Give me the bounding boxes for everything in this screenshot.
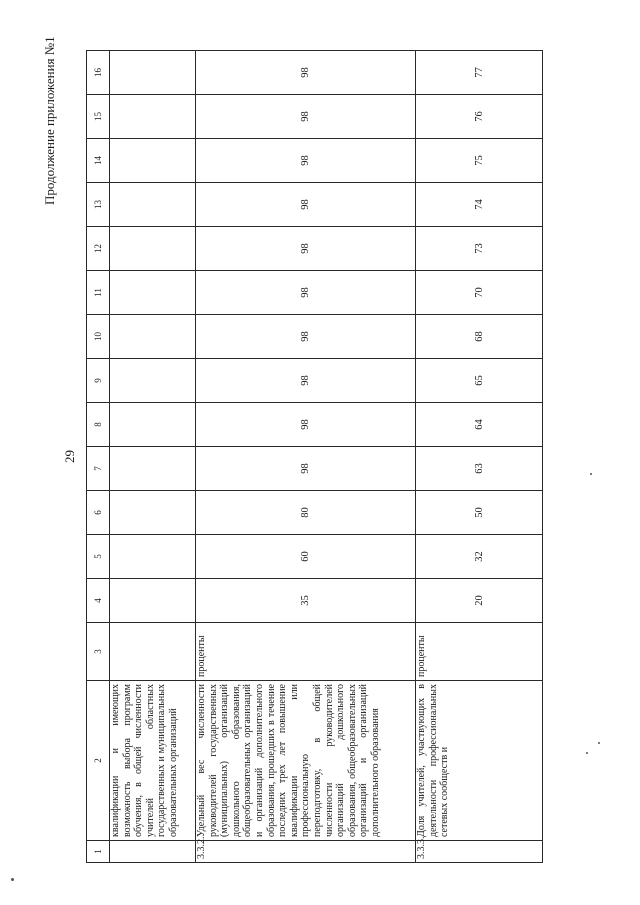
unit-cell xyxy=(110,623,196,681)
column-number: 9 xyxy=(87,359,110,403)
value-cell: 32 xyxy=(416,535,543,579)
indicator-name: квалификации и имеющих возможность выбора программ обучения, в общей численности учителей областных государственных и муниципальных образовательных организаций xyxy=(110,681,196,841)
row-number xyxy=(110,841,196,863)
value-cell: 77 xyxy=(416,51,543,95)
value-cell: 98 xyxy=(196,183,416,227)
value-cell: 98 xyxy=(196,359,416,403)
value-cell xyxy=(110,51,196,95)
value-cell: 60 xyxy=(196,535,416,579)
scan-speck xyxy=(11,878,14,881)
column-number: 11 xyxy=(87,271,110,315)
value-cell: 63 xyxy=(416,447,543,491)
value-cell xyxy=(110,183,196,227)
value-cell: 98 xyxy=(196,315,416,359)
value-cell: 80 xyxy=(196,491,416,535)
column-number: 14 xyxy=(87,139,110,183)
value-cell xyxy=(110,579,196,623)
appendix-caption: Продолжение приложения №1 xyxy=(42,36,57,205)
row-number: 3.3.3. xyxy=(416,841,543,863)
page-number: 29 xyxy=(62,450,77,463)
value-cell: 20 xyxy=(416,579,543,623)
column-number: 2 xyxy=(87,681,110,841)
value-cell: 98 xyxy=(196,95,416,139)
value-cell: 50 xyxy=(416,491,543,535)
value-cell xyxy=(110,403,196,447)
value-cell: 98 xyxy=(196,139,416,183)
value-cell: 70 xyxy=(416,271,543,315)
column-number-row xyxy=(87,51,110,863)
value-cell: 76 xyxy=(416,95,543,139)
value-cell xyxy=(110,271,196,315)
value-cell: 75 xyxy=(416,139,543,183)
column-number: 8 xyxy=(87,403,110,447)
value-cell xyxy=(110,139,196,183)
table-row xyxy=(110,51,196,863)
value-cell xyxy=(110,491,196,535)
value-cell: 64 xyxy=(416,403,543,447)
column-number: 5 xyxy=(87,535,110,579)
value-cell: 35 xyxy=(196,579,416,623)
column-number: 4 xyxy=(87,579,110,623)
column-number: 1 xyxy=(87,841,110,863)
value-cell: 65 xyxy=(416,359,543,403)
column-number: 16 xyxy=(87,51,110,95)
column-number: 15 xyxy=(87,95,110,139)
indicator-name: Удельный вес численности руководителей государственных (муниципальных) организаций дошкольного образования, общеобразовательных организаций и организаций дополнительного образования, прошедших в течение последних трех лет повышение квалификации или профессиональную переподготовку, в общей численности руководителей организаций дошкольного образования, общеобразовательных организаций и организаций дополнительного образования xyxy=(196,681,416,841)
value-cell: 98 xyxy=(196,227,416,271)
value-cell: 74 xyxy=(416,183,543,227)
scan-speck xyxy=(590,473,592,475)
scan-speck xyxy=(586,752,588,754)
row-number: 3.3.2. xyxy=(196,841,416,863)
column-number: 13 xyxy=(87,183,110,227)
value-cell xyxy=(110,95,196,139)
scan-speck xyxy=(598,742,600,744)
value-cell xyxy=(110,359,196,403)
column-number: 3 xyxy=(87,623,110,681)
table-row xyxy=(416,51,543,863)
value-cell: 98 xyxy=(196,51,416,95)
column-number: 10 xyxy=(87,315,110,359)
unit-cell: проценты xyxy=(196,623,416,681)
value-cell xyxy=(110,447,196,491)
column-number: 7 xyxy=(87,447,110,491)
column-number: 6 xyxy=(87,491,110,535)
value-cell: 98 xyxy=(196,447,416,491)
indicator-name: Доля учителей, участвующих в деятельности профессиональных сетевых сообществ и xyxy=(416,681,543,841)
value-cell: 98 xyxy=(196,271,416,315)
value-cell: 68 xyxy=(416,315,543,359)
value-cell xyxy=(110,535,196,579)
value-cell: 73 xyxy=(416,227,543,271)
value-cell: 98 xyxy=(196,403,416,447)
indicators-table xyxy=(86,50,543,863)
column-number: 12 xyxy=(87,227,110,271)
unit-cell: проценты xyxy=(416,623,543,681)
value-cell xyxy=(110,227,196,271)
table-row xyxy=(196,51,416,863)
value-cell xyxy=(110,315,196,359)
